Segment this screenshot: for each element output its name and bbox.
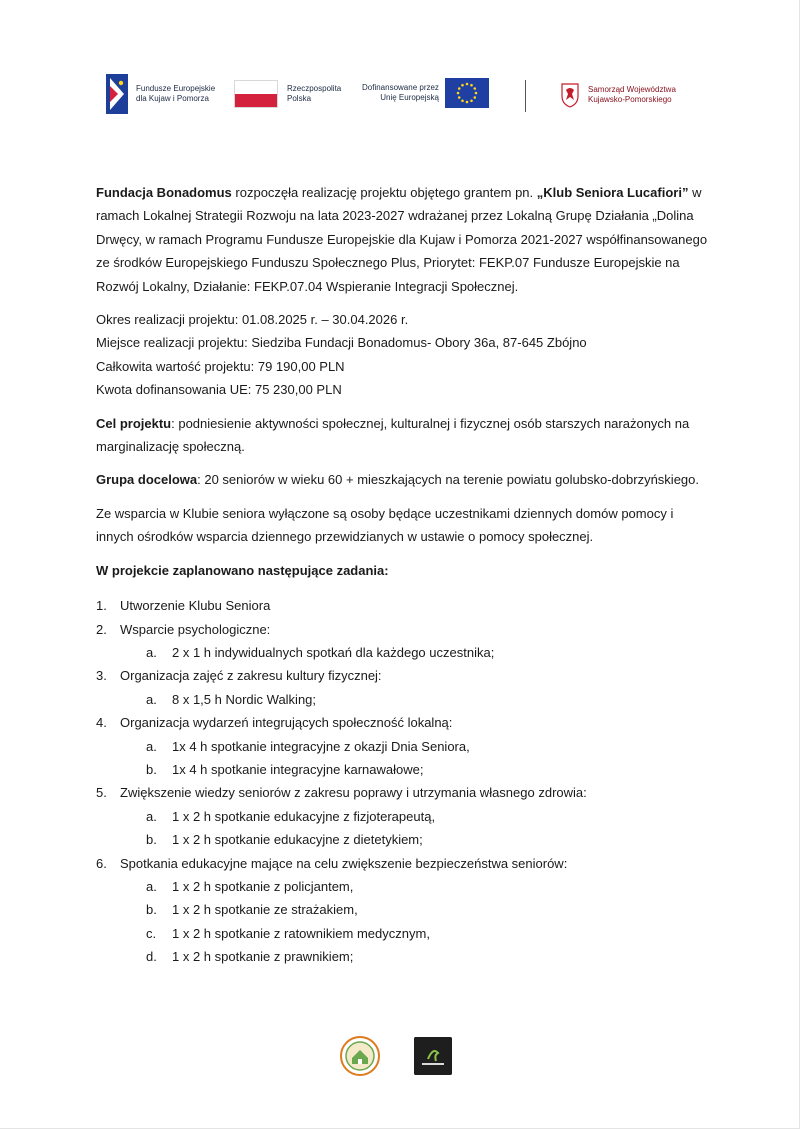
subtask-item bbox=[146, 688, 708, 711]
subtask-letter: c. bbox=[146, 925, 157, 941]
subtask-item bbox=[146, 922, 708, 945]
subtask-text: 1 x 2 h spotkanie edukacyjne z dietetykiem; bbox=[172, 832, 423, 848]
subtask-item bbox=[146, 758, 708, 781]
task-number: 2. bbox=[96, 621, 107, 637]
subtask-text: 1 x 2 h spotkanie z ratownikiem medycznym, bbox=[172, 925, 430, 941]
subtask-letter: d. bbox=[146, 949, 157, 965]
info-funding: Kwota dofinansowania UE: 75 230,00 PLN bbox=[96, 382, 342, 398]
task-item bbox=[96, 711, 708, 781]
subtask-item bbox=[146, 945, 708, 968]
rp-logo-label: Rzeczpospolita Polska bbox=[287, 84, 342, 103]
goal-label: Cel projektu bbox=[96, 415, 172, 431]
subtask-letter: a. bbox=[146, 878, 157, 894]
fe-logo-label: Fundusze Europejskie dla Kujaw i Pomorza bbox=[136, 84, 216, 103]
task-item bbox=[96, 594, 708, 617]
tasks-heading: W projekcie zaplanowano następujące zadania: bbox=[96, 562, 389, 578]
sw-logo-label: Samorząd Województwa Kujawsko-Pomorskiego bbox=[588, 85, 676, 104]
organization-name: Fundacja Bonadomus bbox=[96, 185, 232, 200]
tasks-list bbox=[96, 594, 708, 969]
ue-logo-label: Dofinansowane przez Unię Europejską bbox=[362, 83, 439, 102]
fe-logo-icon bbox=[106, 74, 128, 114]
task-number: 1. bbox=[96, 598, 107, 614]
target-paragraph bbox=[96, 468, 708, 491]
subtask-text: 1x 4 h spotkanie integracyjne karnawałowe; bbox=[172, 761, 424, 777]
subtask-text: 1 x 2 h spotkanie ze strażakiem, bbox=[172, 902, 358, 918]
subtask-list bbox=[120, 688, 708, 711]
footer-logos bbox=[0, 1036, 800, 1078]
subtask-text: 8 x 1,5 h Nordic Walking; bbox=[172, 691, 317, 707]
task-item bbox=[96, 852, 708, 969]
target-text: : 20 seniorów w wieku 60 + mieszkających na terenie powiatu golubsko-dobrzyńskiego. bbox=[197, 472, 699, 488]
task-item bbox=[96, 664, 708, 711]
subtask-list bbox=[120, 875, 708, 969]
subtask-item bbox=[146, 828, 708, 851]
subtask-letter: a. bbox=[146, 738, 157, 754]
ue-logo bbox=[362, 78, 489, 108]
task-item bbox=[96, 781, 708, 851]
subtask-letter: a. bbox=[146, 808, 157, 824]
project-name: „Klub Seniora Lucafiori” bbox=[536, 185, 689, 200]
intro-text-2: w ramach Lokalnej Strategii Rozwoju na lata 2023-2027 wdrażanej przez Lokalną Grupę Działania „Dolina Drwęcy, w ramach Programu Fundusze Europejskie dla Kujaw i Pomorza 2021-2027 współfinansowanego ze środków Europejskiego Funduszu Społecznego Plus, Priorytet: FEKP.07 Fundusze Europejskie na Rozwój Lokalny, Działanie: FEKP.07.04 Wspieranie Integracji Społecznej. bbox=[96, 185, 708, 294]
task-text: Wsparcie psychologiczne: bbox=[120, 621, 271, 637]
task-text: Spotkania edukacyjne mające na celu zwiększenie bezpieczeństwa seniorów: bbox=[120, 855, 568, 871]
task-text: Zwiększenie wiedzy seniorów z zakresu poprawy i utrzymania własnego zdrowia: bbox=[120, 785, 587, 801]
task-number: 3. bbox=[96, 668, 107, 684]
info-place: Miejsce realizacji projektu: Siedziba Fundacji Bonadomus- Obory 36a, 87-645 Zbójno bbox=[96, 335, 587, 351]
subtask-letter: a. bbox=[146, 644, 157, 660]
document-body bbox=[96, 181, 708, 969]
subtask-letter: b. bbox=[146, 832, 157, 848]
goal-paragraph bbox=[96, 412, 708, 459]
intro-paragraph bbox=[96, 181, 708, 298]
subtask-list bbox=[120, 735, 708, 782]
info-value: Całkowita wartość projektu: 79 190,00 PLN bbox=[96, 358, 345, 374]
subtask-list bbox=[120, 641, 708, 664]
subtask-item bbox=[146, 805, 708, 828]
fe-logo bbox=[106, 74, 215, 114]
task-number: 5. bbox=[96, 785, 107, 801]
subtask-item bbox=[146, 875, 708, 898]
task-number: 6. bbox=[96, 855, 107, 871]
logo-divider bbox=[525, 80, 526, 112]
subtask-letter: b. bbox=[146, 902, 157, 918]
rp-logo bbox=[234, 80, 341, 108]
subtask-list bbox=[120, 805, 708, 852]
partner-logo-icon bbox=[414, 1037, 452, 1075]
info-period: Okres realizacji projektu: 01.08.2025 r. – 30.04.2026 r. bbox=[96, 312, 409, 328]
subtask-text: 1 x 2 h spotkanie edukacyjne z fizjoterapeutą, bbox=[172, 808, 436, 824]
target-label: Grupa docelowa bbox=[96, 472, 198, 488]
project-info bbox=[96, 308, 708, 402]
goal-text: : podniesienie aktywności społecznej, kulturalnej i fizycznej osób starszych narażonych na marginalizację społeczną. bbox=[96, 415, 690, 455]
task-text: Utworzenie Klubu Seniora bbox=[120, 598, 271, 614]
subtask-text: 1 x 2 h spotkanie z policjantem, bbox=[172, 878, 354, 894]
sw-logo bbox=[560, 82, 676, 108]
task-number: 4. bbox=[96, 715, 107, 731]
task-item bbox=[96, 618, 708, 665]
task-text: Organizacja zajęć z zakresu kultury fizycznej: bbox=[120, 668, 382, 684]
header-logo-strip bbox=[100, 70, 700, 120]
bonadomus-logo-icon bbox=[340, 1036, 380, 1076]
subtask-item bbox=[146, 641, 708, 664]
subtask-text: 1 x 2 h spotkanie z prawnikiem; bbox=[172, 949, 354, 965]
exclusion-paragraph: Ze wsparcia w Klubie seniora wyłączone są osoby będące uczestnikami dziennych domów pomocy i innych ośrodków wsparcia dziennego przewidzianych w ustawie o pomocy społecznej. bbox=[96, 505, 674, 545]
subtask-item bbox=[146, 898, 708, 921]
subtask-item bbox=[146, 735, 708, 758]
subtask-text: 1x 4 h spotkanie integracyjne z okazji Dnia Seniora, bbox=[172, 738, 470, 754]
task-text: Organizacja wydarzeń integrujących społeczność lokalną: bbox=[120, 715, 453, 731]
intro-text-1: rozpoczęła realizację projektu objętego grantem pn. bbox=[231, 185, 537, 200]
subtask-letter: b. bbox=[146, 761, 157, 777]
eu-flag-icon bbox=[445, 78, 489, 108]
regional-crest-icon bbox=[560, 82, 580, 108]
polish-flag-icon bbox=[234, 80, 278, 108]
subtask-letter: a. bbox=[146, 691, 157, 707]
subtask-text: 2 x 1 h indywidualnych spotkań dla każdego uczestnika; bbox=[172, 644, 495, 660]
